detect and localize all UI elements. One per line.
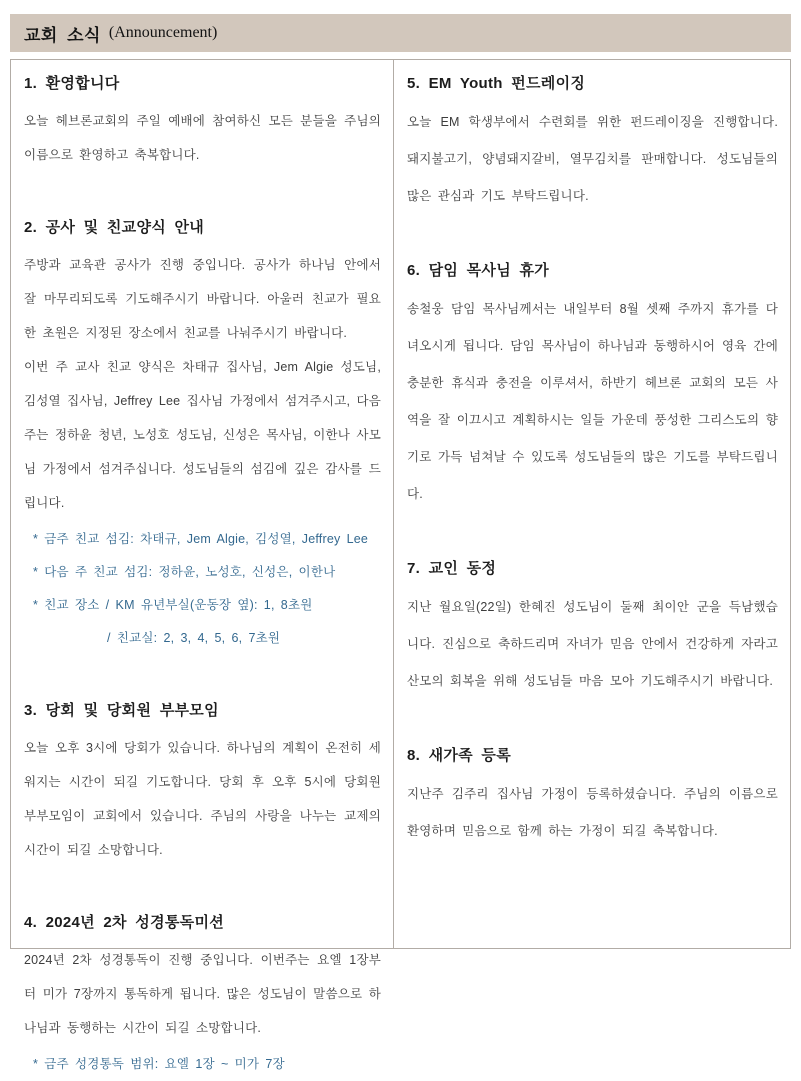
bible-reading-notes bbox=[24, 1048, 381, 1081]
note-line: * 금주 성경통독 범위: 요엘 1장 ~ 미가 7장 bbox=[33, 1057, 285, 1071]
section-welcome bbox=[24, 72, 381, 172]
section-paragraph: 오늘 헤브론교회의 주일 예배에 참여하신 모든 분들을 주님의 이름으로 환영하고 축복합니다. bbox=[24, 114, 381, 162]
section-paragraph: 주방과 교육관 공사가 진행 중입니다. 공사가 하나님 안에서 잘 마무리되도록 기도해주시기 바랍니다. 아울러 친교가 필요한 초원은 지정된 장소에서 친교를 나눠주시기 바랍니다. bbox=[24, 258, 381, 340]
section-new-family bbox=[407, 744, 778, 850]
section-heading: 6. 담임 목사님 휴가 bbox=[407, 262, 550, 279]
section-paragraph: 2024년 2차 성경통독이 진행 중입니다. 이번주는 요엘 1장부터 미가 7장까지 통독하게 됩니다. 많은 성도님이 말씀으로 하나님과 동행하는 시간이 되길 소망합니다. bbox=[24, 953, 381, 1035]
left-column bbox=[11, 60, 394, 1071]
section-paragraph: 오늘 EM 학생부에서 수련회를 위한 펀드레이징을 진행합니다. 돼지불고기, 양념돼지갈비, 열무김치를 판매합니다. 성도님들의 많은 관심과 기도 부탁드립니다. bbox=[407, 115, 778, 203]
announcement-page bbox=[0, 14, 801, 1071]
section-heading: 1. 환영합니다 bbox=[24, 75, 120, 92]
section-construction-fellowship bbox=[24, 216, 381, 655]
section-paragraph: 이번 주 교사 친교 양식은 차태규 집사님, Jem Algie 성도님, 김성열 집사님, Jeffrey Lee 집사님 가정에서 섬겨주시고, 다음 주는 정하윤 청년, 노성호 성도님, 신성은 목사님, 이한나 사모님 가정에서 섬겨주십니다. 성도님들의 섬김에 깊은 감사를 드립니다. bbox=[24, 360, 381, 510]
fellowship-notes bbox=[24, 523, 381, 655]
right-column bbox=[394, 60, 790, 948]
section-heading: 3. 당회 및 당회원 부부모임 bbox=[24, 702, 219, 719]
note-line: * 다음 주 친교 섬김: 정하윤, 노성호, 신성은, 이한나 bbox=[33, 565, 336, 579]
section-heading: 4. 2024년 2차 성경통독미션 bbox=[24, 914, 225, 931]
section-member-news bbox=[407, 557, 778, 700]
note-line: * 친교 장소 / KM 유년부실(운동장 옆): 1, 8초원 bbox=[33, 598, 313, 612]
announcement-sheet bbox=[10, 59, 791, 1071]
section-paragraph: 지난주 김주리 집사님 가정이 등록하셨습니다. 주님의 이름으로 환영하며 믿음으로 함께 하는 가정이 되길 축복합니다. bbox=[407, 787, 778, 838]
section-pastor-vacation bbox=[407, 259, 778, 513]
section-heading: 7. 교인 동정 bbox=[407, 560, 497, 577]
section-bible-reading bbox=[24, 911, 381, 1081]
section-em-youth-fundraising bbox=[407, 72, 778, 215]
section-heading: 5. EM Youth 펀드레이징 bbox=[407, 75, 586, 92]
section-session-meeting bbox=[24, 699, 381, 867]
section-heading: 2. 공사 및 친교양식 안내 bbox=[24, 219, 205, 236]
section-paragraph: 송철웅 담임 목사님께서는 내일부터 8월 셋째 주까지 휴가를 다녀오시게 됩니다. 담임 목사님이 하나님과 동행하시어 영육 간에 충분한 휴식과 충전을 이루셔서, 하반기 헤브론 교회의 모든 사역을 잘 이끄시고 계획하시는 일들 가운데 풍성한 그리스도의 향기로 가득 넘쳐날 수 있도록 성도님들의 많은 기도를 부탁드립니다. bbox=[407, 302, 778, 501]
page-header bbox=[10, 14, 791, 52]
section-heading: 8. 새가족 등록 bbox=[407, 747, 511, 764]
page-title-english: (Announcement) bbox=[108, 24, 218, 41]
note-line: * 금주 친교 섬김: 차태규, Jem Algie, 김성열, Jeffrey Lee bbox=[33, 532, 369, 546]
section-paragraph: 오늘 오후 3시에 당회가 있습니다. 하나님의 계획이 온전히 세워지는 시간이 되길 기도합니다. 당회 후 오후 5시에 당회원 부부모임이 교회에서 있습니다. 주님의 사랑을 나누는 교제의 시간이 되길 소망합니다. bbox=[24, 741, 381, 857]
page-title-korean: 교회 소식 bbox=[24, 25, 101, 45]
note-line-continuation: / 친교실: 2, 3, 4, 5, 6, 7초원 bbox=[107, 631, 281, 645]
section-paragraph: 지난 월요일(22일) 한혜진 성도님이 둘째 최이안 군을 득남했습니다. 진심으로 축하드리며 자녀가 믿음 안에서 건강하게 자라고 산모의 회복을 위해 성도님들 마음 모아 기도해주시기 바랍니다. bbox=[407, 600, 778, 688]
